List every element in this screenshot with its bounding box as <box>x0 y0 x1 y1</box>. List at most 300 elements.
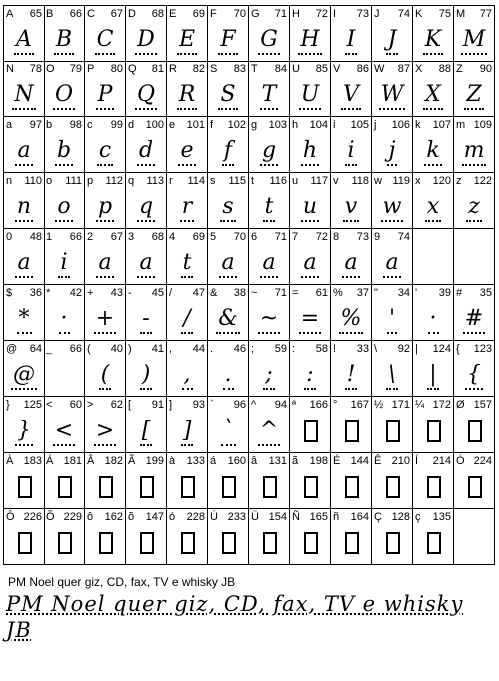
cell-character-label: { <box>456 343 460 355</box>
glyph-sample-text: ( <box>99 362 112 390</box>
glyph-sample <box>85 246 125 280</box>
glyph-sample <box>44 23 84 57</box>
missing-glyph-box <box>345 476 359 498</box>
glyph-sample <box>249 134 289 168</box>
cell-char-code: 62 <box>110 399 123 411</box>
cell-char-code: 166 <box>309 399 328 411</box>
glyph-cell <box>85 285 126 341</box>
glyph-sample-text: · <box>59 306 70 334</box>
cell-char-code: 67 <box>110 231 123 243</box>
glyph-cell <box>85 229 126 285</box>
cell-char-code: 118 <box>351 175 369 187</box>
cell-char-code: 117 <box>310 175 328 187</box>
glyph-sample <box>4 414 44 448</box>
cell-character-label: - <box>128 287 132 299</box>
cell-char-code: 42 <box>69 287 82 299</box>
glyph-sample <box>44 302 84 336</box>
glyph-cell <box>208 397 249 453</box>
cell-character-label: Ó <box>456 455 465 467</box>
glyph-cell <box>454 397 495 453</box>
glyph-cell <box>3 341 45 397</box>
cell-char-code: 162 <box>104 511 123 523</box>
cell-character-label: > <box>87 399 94 411</box>
cell-char-code: 88 <box>438 63 451 75</box>
glyph-cell <box>44 453 85 509</box>
glyph-sample-text: M <box>461 27 488 55</box>
glyph-cell <box>44 5 85 62</box>
cell-char-code: 86 <box>356 63 369 75</box>
glyph-sample-text: h <box>301 138 319 166</box>
glyph-cell <box>290 453 331 509</box>
glyph-sample-text: a <box>137 250 154 278</box>
glyph-sample-text: i <box>58 250 69 278</box>
cell-character-label: u <box>292 175 299 187</box>
cell-char-code: 58 <box>315 343 328 355</box>
glyph-sample <box>85 190 125 224</box>
cell-char-code: 93 <box>192 399 205 411</box>
cell-char-code: 69 <box>192 8 205 20</box>
cell-character-label: m <box>456 119 466 131</box>
glyph-cell <box>454 509 495 565</box>
glyph-cell <box>85 117 126 173</box>
glyph-sample-text: Z <box>464 82 483 110</box>
glyph-cell <box>126 285 167 341</box>
glyph-cell <box>290 509 331 565</box>
cell-char-code: 160 <box>227 455 246 467</box>
glyph-sample <box>167 302 207 336</box>
missing-glyph-box <box>222 532 236 554</box>
cell-char-code: 102 <box>227 119 246 131</box>
cell-character-label: c <box>87 119 93 131</box>
cell-char-code: 71 <box>274 231 287 243</box>
glyph-sample <box>372 78 412 112</box>
missing-glyph-box <box>386 476 400 498</box>
glyph-sample <box>413 190 453 224</box>
glyph-cell <box>44 397 85 453</box>
cell-char-code: 105 <box>350 119 369 131</box>
cell-character-label: Ô <box>6 511 15 523</box>
glyph-sample <box>208 134 248 168</box>
cell-char-code: 73 <box>356 231 369 243</box>
cell-char-code: 45 <box>151 287 164 299</box>
glyph-sample-text: a <box>260 250 277 278</box>
cell-char-code: 172 <box>432 399 451 411</box>
glyph-cell <box>249 173 290 229</box>
cell-char-code: 71 <box>274 8 287 20</box>
glyph-cell <box>3 117 45 173</box>
cell-char-code: 66 <box>69 343 82 355</box>
glyph-cell <box>249 117 290 173</box>
glyph-sample <box>290 23 330 57</box>
missing-glyph-box <box>386 420 400 442</box>
cell-char-code: 73 <box>356 8 369 20</box>
cell-character-label: H <box>292 8 300 20</box>
glyph-sample-text: d <box>137 138 155 166</box>
cell-character-label: g <box>251 119 258 131</box>
cell-character-label: A <box>6 8 14 20</box>
cell-char-code: 98 <box>69 119 82 131</box>
glyph-sample-text: F <box>218 27 237 55</box>
glyph-sample-text: c <box>97 138 113 166</box>
glyph-cell <box>167 509 208 565</box>
glyph-sample-text: x <box>425 194 441 222</box>
glyph-cell <box>331 341 372 397</box>
missing-glyph-box <box>345 532 359 554</box>
cell-char-code: 91 <box>151 399 164 411</box>
cell-character-label: ¼ <box>415 399 425 411</box>
cell-char-code: 229 <box>63 511 82 523</box>
cell-char-code: 68 <box>151 8 164 20</box>
cell-character-label: Ê <box>374 455 382 467</box>
glyph-sample-text: a <box>383 250 400 278</box>
cell-character-label: 3 <box>128 231 135 243</box>
cell-character-label: 5 <box>210 231 217 243</box>
cell-character-label: b <box>46 119 53 131</box>
cell-character-label: 9 <box>374 231 381 243</box>
glyph-sample-text: j <box>387 138 398 166</box>
cell-character-label: i <box>333 119 336 131</box>
glyph-cell <box>372 5 413 62</box>
missing-glyph-box <box>427 420 441 442</box>
cell-char-code: 75 <box>438 8 451 20</box>
glyph-cell <box>208 229 249 285</box>
missing-glyph-box <box>18 532 32 554</box>
glyph-cell <box>85 5 126 62</box>
missing-glyph-box <box>304 532 318 554</box>
cell-character-label: I <box>333 8 337 20</box>
glyph-cell <box>3 173 45 229</box>
glyph-sample <box>454 358 494 392</box>
glyph-sample <box>4 134 44 168</box>
glyph-cell <box>44 173 85 229</box>
glyph-cell <box>413 61 454 117</box>
cell-character-label: Ø <box>456 399 465 411</box>
cell-char-code: 80 <box>110 63 123 75</box>
glyph-sample-text: * <box>17 306 32 334</box>
cell-character-label: v <box>333 175 339 187</box>
cell-character-label: K <box>415 8 423 20</box>
cell-character-label: r <box>169 175 173 187</box>
glyph-sample <box>249 190 289 224</box>
cell-char-code: 104 <box>309 119 328 131</box>
glyph-sample <box>208 190 248 224</box>
glyph-sample-text: s <box>220 194 235 222</box>
glyph-sample-text: J <box>386 27 399 55</box>
glyph-sample <box>126 246 166 280</box>
glyph-sample-text: K <box>423 27 443 55</box>
cell-char-code: 183 <box>23 455 42 467</box>
glyph-cell <box>372 509 413 565</box>
cell-char-code: 111 <box>65 175 82 187</box>
glyph-sample <box>4 358 44 392</box>
glyph-cell <box>454 117 495 173</box>
glyph-cell <box>208 5 249 62</box>
missing-glyph-box <box>304 420 318 442</box>
glyph-cell <box>331 61 372 117</box>
glyph-cell <box>290 173 331 229</box>
glyph-cell <box>413 173 454 229</box>
cell-character-label: C <box>87 8 95 20</box>
glyph-sample <box>454 134 494 168</box>
cell-char-code: 37 <box>356 287 369 299</box>
glyph-sample <box>126 358 166 392</box>
cell-character-label: = <box>292 287 299 299</box>
cell-character-label: ^ <box>251 399 257 411</box>
cell-character-label: Ã <box>128 455 136 467</box>
cell-character-label: Ü <box>251 511 259 523</box>
cell-char-code: 40 <box>110 343 123 355</box>
cell-character-label: O <box>46 63 55 75</box>
cell-char-code: 69 <box>192 231 205 243</box>
cell-character-label: / <box>169 287 173 299</box>
missing-glyph-box <box>58 476 72 498</box>
glyph-cell <box>454 229 495 285</box>
glyph-sample <box>85 78 125 112</box>
glyph-sample-text: \ <box>386 362 397 390</box>
cell-char-code: 78 <box>29 63 42 75</box>
cell-char-code: 171 <box>391 399 410 411</box>
cell-char-code: 60 <box>69 399 82 411</box>
cell-char-code: 59 <box>274 343 287 355</box>
glyph-sample-text: n <box>15 194 33 222</box>
glyph-sample <box>249 23 289 57</box>
glyph-cell <box>167 117 208 173</box>
glyph-cell <box>208 341 249 397</box>
cell-character-label: N <box>6 63 14 75</box>
cell-character-label: t <box>251 175 255 187</box>
glyph-cell <box>208 285 249 341</box>
cell-char-code: 226 <box>23 511 42 523</box>
glyph-sample <box>290 78 330 112</box>
glyph-cell <box>167 5 208 62</box>
cell-char-code: 116 <box>269 175 287 187</box>
cell-char-code: 120 <box>432 175 451 187</box>
glyph-sample-text: G <box>258 27 280 55</box>
glyph-cell <box>85 61 126 117</box>
cell-char-code: 81 <box>151 63 164 75</box>
glyph-sample-text: r <box>180 194 195 222</box>
cell-char-code: 72 <box>315 231 328 243</box>
glyph-sample-text: ! <box>345 362 358 390</box>
missing-glyph-box <box>263 532 277 554</box>
glyph-sample <box>85 23 125 57</box>
missing-glyph-box <box>140 476 154 498</box>
missing-glyph-box <box>181 532 195 554</box>
glyph-sample <box>454 302 494 336</box>
glyph-sample-text: ] <box>181 418 194 446</box>
cell-character-label: * <box>46 287 51 299</box>
cell-char-code: 74 <box>397 8 410 20</box>
glyph-sample-text: E <box>177 27 197 55</box>
glyph-cell <box>3 453 45 509</box>
glyph-sample <box>208 302 248 336</box>
glyph-sample <box>167 246 207 280</box>
glyph-sample <box>126 302 166 336</box>
glyph-cell <box>126 229 167 285</box>
cell-char-code: 100 <box>145 119 164 131</box>
cell-character-label: | <box>415 343 418 355</box>
cell-char-code: 157 <box>473 399 492 411</box>
cell-char-code: 33 <box>356 343 369 355</box>
cell-char-code: 68 <box>151 231 164 243</box>
glyph-sample <box>372 358 412 392</box>
glyph-sample <box>208 246 248 280</box>
glyph-sample-text: < <box>53 418 75 446</box>
glyph-sample <box>208 414 248 448</box>
glyph-sample-text: N <box>12 82 35 110</box>
glyph-sample <box>208 23 248 57</box>
cell-char-code: 92 <box>397 343 410 355</box>
glyph-sample <box>331 190 371 224</box>
glyph-sample-text: = <box>299 306 321 334</box>
glyph-cell <box>126 397 167 453</box>
glyph-sample <box>44 246 84 280</box>
glyph-sample-text: X <box>423 82 443 110</box>
glyph-sample-text: ~ <box>258 306 280 334</box>
missing-glyph-box <box>58 532 72 554</box>
glyph-sample-text: t <box>181 250 194 278</box>
cell-char-code: 34 <box>397 287 410 299</box>
cell-character-label: # <box>456 287 463 299</box>
missing-glyph-box <box>222 476 236 498</box>
glyph-sample <box>331 358 371 392</box>
cell-character-label: s <box>210 175 216 187</box>
glyph-sample <box>249 358 289 392</box>
cell-character-label: á <box>210 455 217 467</box>
cell-char-code: 124 <box>432 343 451 355</box>
glyph-sample-text: · <box>428 306 439 334</box>
cell-char-code: 67 <box>110 8 123 20</box>
glyph-sample <box>4 78 44 112</box>
cell-char-code: 123 <box>473 343 492 355</box>
cell-character-label: < <box>46 399 53 411</box>
glyph-sample-text: A <box>14 27 34 55</box>
glyph-cell <box>331 229 372 285</box>
cell-character-label: x <box>415 175 421 187</box>
cell-character-label: M <box>456 8 466 20</box>
cell-char-code: 36 <box>29 287 42 299</box>
cell-character-label: " <box>374 287 378 299</box>
cell-char-code: 85 <box>315 63 328 75</box>
glyph-sample-text: z <box>466 194 482 222</box>
cell-character-label: ç <box>415 511 421 523</box>
glyph-cell <box>331 509 372 565</box>
cell-character-label: a <box>6 119 13 131</box>
glyph-cell <box>85 173 126 229</box>
glyph-cell <box>413 117 454 173</box>
glyph-sample <box>331 78 371 112</box>
glyph-cell <box>372 229 413 285</box>
missing-glyph-box <box>304 476 318 498</box>
cell-char-code: 106 <box>391 119 410 131</box>
glyph-cell <box>249 509 290 565</box>
cell-character-label: F <box>210 8 217 20</box>
glyph-sample <box>413 23 453 57</box>
glyph-cell <box>249 397 290 453</box>
glyph-cell <box>167 229 208 285</box>
cell-character-label: R <box>169 63 177 75</box>
glyph-cell <box>413 509 454 565</box>
glyph-sample-text: ' <box>387 306 397 334</box>
cell-character-label: p <box>87 175 94 187</box>
cell-char-code: 41 <box>151 343 164 355</box>
cell-char-code: 66 <box>69 231 82 243</box>
cell-char-code: 70 <box>233 231 246 243</box>
glyph-sample <box>208 78 248 112</box>
cell-character-label: d <box>128 119 135 131</box>
glyph-sample-text: a <box>219 250 236 278</box>
cell-character-label: ô <box>87 511 94 523</box>
glyph-cell <box>454 173 495 229</box>
glyph-sample-text: a <box>96 250 113 278</box>
glyph-sample-text: | <box>427 362 438 390</box>
sample-text-rendered: PM Noel quer giz, CD, fax, TV e whisky JB <box>6 592 464 642</box>
glyph-sample-text: V <box>341 82 361 110</box>
glyph-sample <box>85 302 125 336</box>
glyph-cell <box>372 117 413 173</box>
cell-char-code: 87 <box>397 63 410 75</box>
cell-char-code: 39 <box>438 287 451 299</box>
glyph-cell <box>454 5 495 62</box>
glyph-sample <box>85 358 125 392</box>
glyph-cell <box>167 341 208 397</box>
cell-char-code: 66 <box>69 8 82 20</box>
cell-char-code: 125 <box>23 399 42 411</box>
cell-character-label: à <box>169 455 176 467</box>
cell-char-code: 112 <box>105 175 123 187</box>
character-map-grid <box>3 5 495 569</box>
glyph-sample-text: i <box>345 138 356 166</box>
glyph-sample-text: a <box>342 250 359 278</box>
glyph-cell <box>126 341 167 397</box>
cell-character-label: ) <box>128 343 132 355</box>
cell-character-label: T <box>251 63 258 75</box>
glyph-cell <box>85 397 126 453</box>
cell-character-label: @ <box>6 343 18 355</box>
glyph-cell <box>3 509 45 565</box>
cell-character-label: ½ <box>374 399 384 411</box>
glyph-cell <box>3 61 45 117</box>
glyph-cell <box>290 5 331 62</box>
cell-char-code: 228 <box>186 511 205 523</box>
cell-character-label: Õ <box>46 511 55 523</box>
cell-char-code: 79 <box>69 63 82 75</box>
glyph-sample-text: : <box>304 362 315 390</box>
cell-character-label: Ñ <box>292 511 300 523</box>
glyph-cell <box>290 397 331 453</box>
glyph-cell <box>249 453 290 509</box>
glyph-sample <box>290 190 330 224</box>
glyph-cell <box>413 229 454 285</box>
glyph-sample <box>4 246 44 280</box>
cell-char-code: 107 <box>432 119 451 131</box>
cell-character-label: ' <box>415 287 418 299</box>
cell-character-label: ñ <box>333 511 340 523</box>
glyph-sample-text: H <box>298 27 321 55</box>
missing-glyph-box <box>386 532 400 554</box>
glyph-sample <box>126 134 166 168</box>
cell-char-code: 135 <box>432 511 451 523</box>
glyph-sample-text: R <box>177 82 198 110</box>
cell-character-label: â <box>251 455 258 467</box>
cell-char-code: 38 <box>233 287 246 299</box>
glyph-sample-text: / <box>181 306 192 334</box>
missing-glyph-box <box>99 476 113 498</box>
cell-character-label: 1 <box>46 231 53 243</box>
glyph-sample-text: # <box>463 306 485 334</box>
glyph-cell <box>126 509 167 565</box>
glyph-cell <box>3 229 45 285</box>
